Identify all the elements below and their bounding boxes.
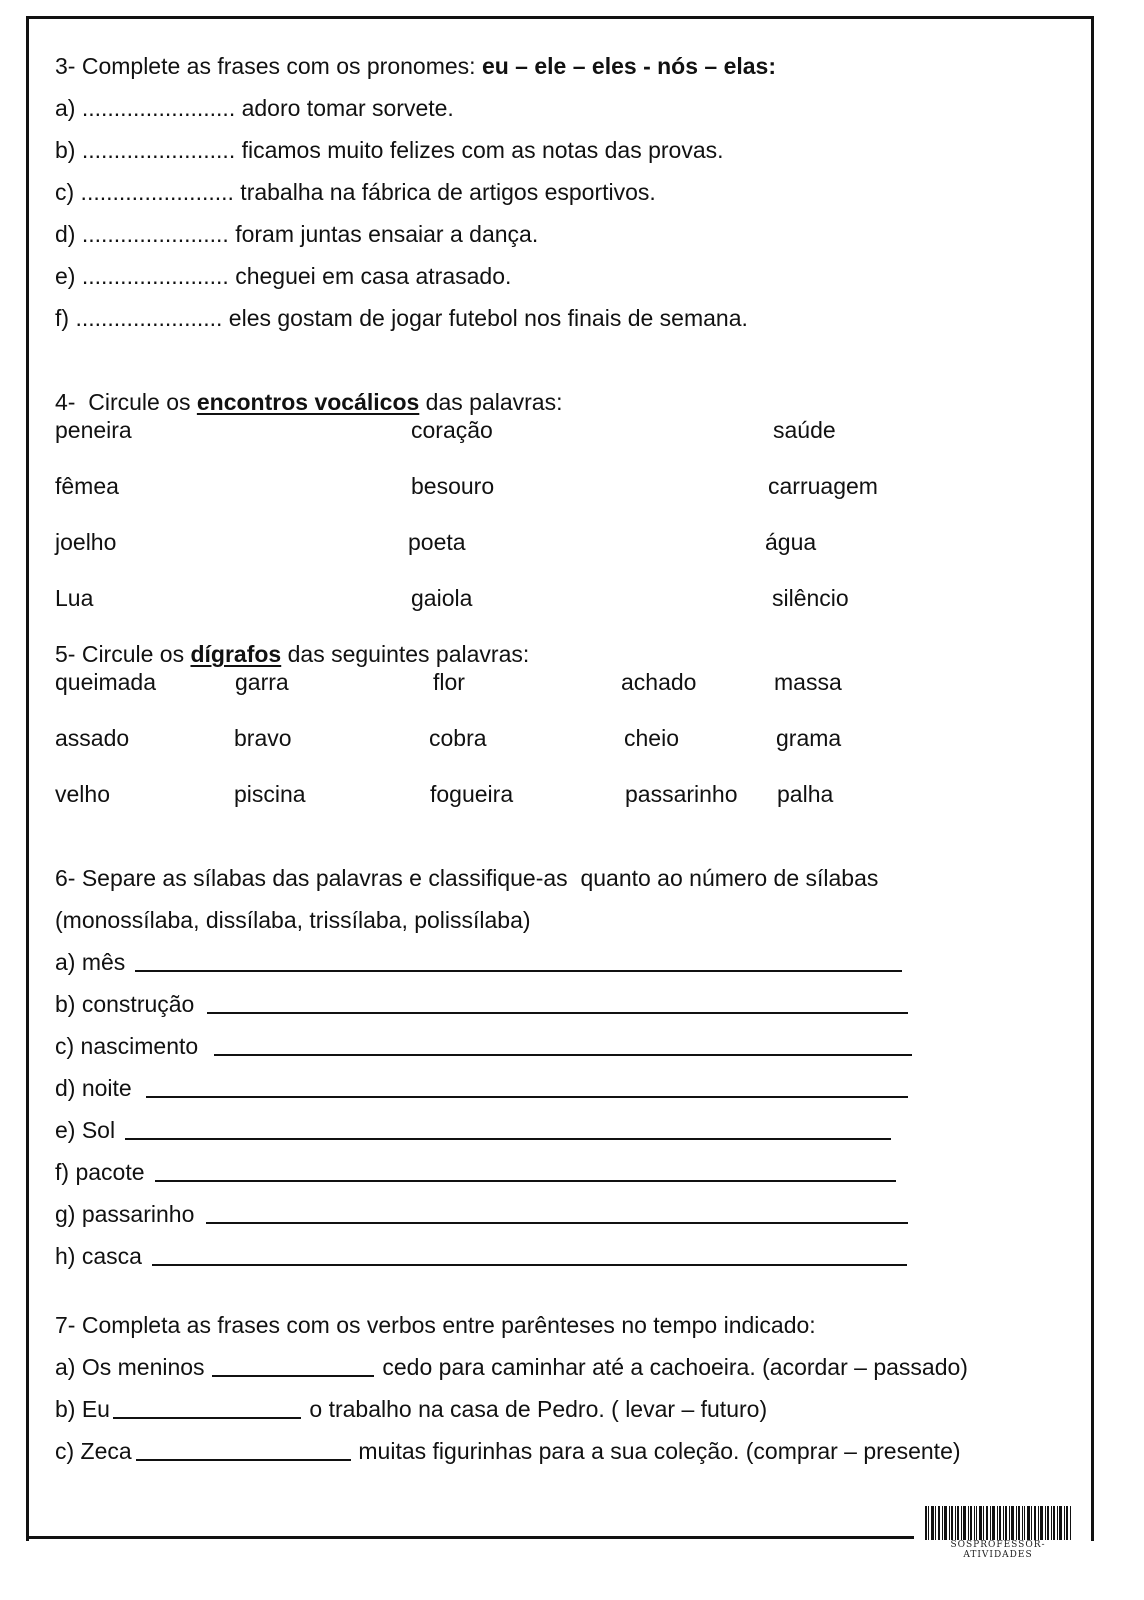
q7-title: 7- Completa as frases com os verbos entre parênteses no tempo indicado: xyxy=(55,1312,816,1338)
q5-word: queimada xyxy=(55,669,157,695)
page-border-bottom xyxy=(26,1536,914,1539)
answer-line[interactable] xyxy=(207,1012,908,1014)
q3-item-f: f) ....................... eles gostam de jogar futebol nos finais de semana. xyxy=(55,305,748,331)
verb-answer-line[interactable] xyxy=(113,1417,301,1419)
q4-title-text: 4- Circule os xyxy=(55,389,197,415)
q5-word: bravo xyxy=(234,725,292,751)
q5-word: passarinho xyxy=(625,781,738,807)
q6-item-b: b) construção xyxy=(55,991,195,1017)
answer-line[interactable] xyxy=(152,1264,907,1266)
q7-item-b-after: o trabalho na casa de Pedro. ( levar – futuro) xyxy=(303,1396,768,1422)
q5-word: achado xyxy=(621,669,697,695)
q7-item-c-before: c) Zeca xyxy=(55,1438,132,1464)
q5-word: grama xyxy=(776,725,842,751)
q4-word: saúde xyxy=(773,417,836,443)
q3-pronouns: eu – ele – eles - nós – elas: xyxy=(481,53,777,79)
q5-word: fogueira xyxy=(430,781,514,807)
q6-title: 6- Separe as sílabas das palavras e classifique-as quanto ao número de sílabas xyxy=(55,865,879,891)
q4-word: fêmea xyxy=(55,473,119,499)
q5-title-suffix: das seguintes palavras: xyxy=(281,641,530,667)
q6-item-c: c) nascimento xyxy=(55,1033,199,1059)
answer-line[interactable] xyxy=(135,970,902,972)
q5-word: cobra xyxy=(429,725,487,751)
q5-word: piscina xyxy=(234,781,306,807)
barcode-caption: SOSPROFESSOR-ATIVIDADES xyxy=(950,1540,1046,1560)
q4-word: Lua xyxy=(55,585,94,611)
barcode-icon xyxy=(925,1506,1071,1540)
q6-item-a: a) mês xyxy=(55,949,126,975)
answer-line[interactable] xyxy=(125,1138,891,1140)
answer-line[interactable] xyxy=(155,1180,896,1182)
q7-item-a-after: cedo para caminhar até a cachoeira. (acordar – passado) xyxy=(376,1354,968,1380)
q7-item-b-before: b) Eu xyxy=(55,1396,110,1422)
q5-word: palha xyxy=(777,781,834,807)
q3-title-text: 3- Complete as frases com os pronomes: xyxy=(55,53,482,79)
q4-word: gaiola xyxy=(411,585,473,611)
q3-item-b: b) ........................ ficamos muito felizes com as notas das provas. xyxy=(55,137,724,163)
q4-word: carruagem xyxy=(768,473,878,499)
q3-item-e: e) ....................... cheguei em casa atrasado. xyxy=(55,263,512,289)
q5-title-text: 5- Circule os xyxy=(55,641,191,667)
q5-word: assado xyxy=(55,725,130,751)
q7-item-a-before: a) Os meninos xyxy=(55,1354,205,1380)
q4-word: peneira xyxy=(55,417,132,443)
q6-item-f: f) pacote xyxy=(55,1159,145,1185)
q4-word: besouro xyxy=(411,473,495,499)
q4-word: coração xyxy=(411,417,493,443)
q4-word: joelho xyxy=(55,529,117,555)
q5-word: cheio xyxy=(624,725,679,751)
verb-answer-line[interactable] xyxy=(212,1375,374,1377)
q4-word: poeta xyxy=(408,529,466,555)
q6-item-e: e) Sol xyxy=(55,1117,116,1143)
q6-item-d: d) noite xyxy=(55,1075,132,1101)
q5-word: massa xyxy=(774,669,842,695)
answer-line[interactable] xyxy=(214,1054,912,1056)
q5-word: garra xyxy=(235,669,289,695)
q4-title-suffix: das palavras: xyxy=(419,389,563,415)
q6-item-g: g) passarinho xyxy=(55,1201,195,1227)
q3-title xyxy=(55,52,776,80)
answer-line[interactable] xyxy=(146,1096,908,1098)
verb-answer-line[interactable] xyxy=(136,1459,351,1461)
q4-word: água xyxy=(765,529,817,555)
q4-emphasis: encontros vocálicos xyxy=(196,389,420,415)
q6-item-h: h) casca xyxy=(55,1243,142,1269)
q5-emphasis: dígrafos xyxy=(190,641,282,667)
q4-word: silêncio xyxy=(772,585,849,611)
q3-item-d: d) ....................... foram juntas ensaiar a dança. xyxy=(55,221,539,247)
q5-title xyxy=(55,640,529,668)
q6-subtitle: (monossílaba, dissílaba, trissílaba, polissílaba) xyxy=(55,907,531,933)
q3-item-a: a) ........................ adoro tomar sorvete. xyxy=(55,95,454,121)
q7-item-c-after: muitas figurinhas para a sua coleção. (comprar – presente) xyxy=(352,1438,961,1464)
q4-title xyxy=(55,388,563,416)
q5-word: velho xyxy=(55,781,110,807)
q5-word: flor xyxy=(433,669,465,695)
q3-item-c: c) ........................ trabalha na fábrica de artigos esportivos. xyxy=(55,179,656,205)
answer-line[interactable] xyxy=(206,1222,908,1224)
